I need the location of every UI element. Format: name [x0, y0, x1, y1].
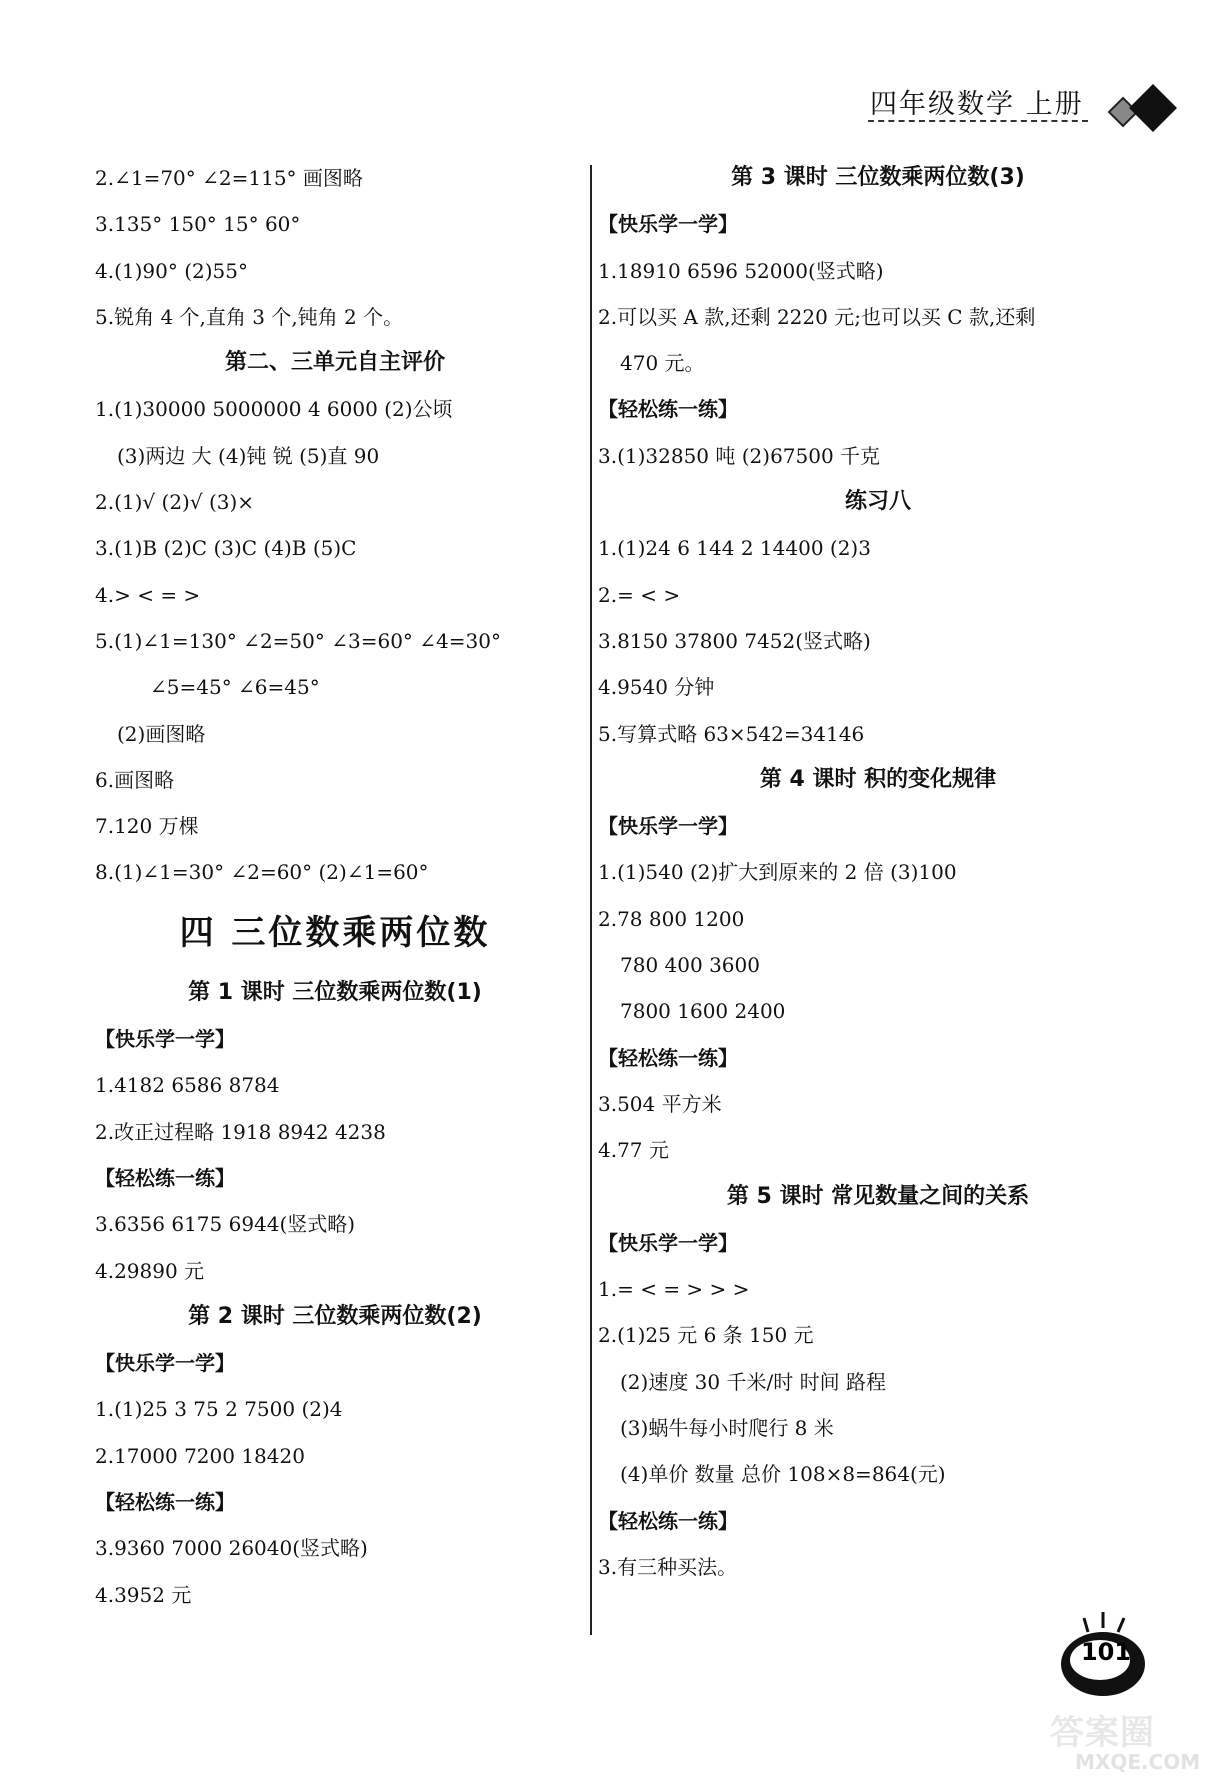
subsection-label: 【轻松练一练】	[95, 1165, 235, 1190]
answer-line: 2.= < >	[598, 582, 681, 607]
answer-line: 470 元。	[620, 351, 705, 376]
section-heading: 第二、三单元自主评价	[224, 350, 445, 376]
answer-line: 780 400 3600	[620, 953, 760, 978]
answer-line: 3.504 平方米	[598, 1091, 722, 1116]
unit-title: 四 三位数乘两位数	[179, 912, 491, 953]
lesson-heading: 第 4 课时 积的变化规律	[759, 766, 997, 792]
column-divider	[590, 165, 592, 1635]
answer-line: 3.135° 150° 15° 60°	[95, 212, 301, 237]
answer-line: 6.画图略	[95, 767, 175, 792]
answer-line: 1.18910 6596 52000(竖式略)	[598, 258, 884, 283]
answer-line: 5.(1)∠1=130° ∠2=50° ∠3=60° ∠4=30°	[95, 628, 501, 653]
subsection-label: 【轻松练一练】	[598, 1508, 738, 1533]
answer-line: 3.(1)32850 吨 (2)67500 千克	[598, 443, 881, 468]
answer-line: 4.(1)90° (2)55°	[95, 258, 248, 283]
section-heading: 练习八	[844, 489, 911, 515]
left-column	[95, 155, 575, 1618]
answer-line: 2.17000 7200 18420	[95, 1443, 305, 1468]
answer-line: 3.6356 6175 6944(竖式略)	[95, 1212, 356, 1237]
answer-line: (2)速度 30 千米/时 时间 路程	[620, 1369, 886, 1394]
answer-line: 3.有三种买法。	[598, 1554, 738, 1579]
right-column	[598, 155, 1158, 1590]
answer-line: 1.(1)540 (2)扩大到原来的 2 倍 (3)100	[598, 860, 957, 885]
answer-line: 4.9540 分钟	[598, 675, 715, 700]
subsection-label: 【快乐学一学】	[598, 212, 738, 237]
answer-line: 2.∠1=70° ∠2=115° 画图略	[95, 166, 363, 190]
watermark-logo: 答案圈	[1050, 1713, 1155, 1753]
answer-line: 5.写算式略 63×542=34146	[598, 721, 865, 746]
answer-line: (4)单价 数量 总价 108×8=864(元)	[620, 1462, 946, 1487]
subsection-label: 【快乐学一学】	[598, 1230, 738, 1255]
subsection-label: 【快乐学一学】	[95, 1351, 235, 1376]
lesson-heading: 第 3 课时 三位数乘两位数(3)	[731, 165, 1025, 190]
header-title: 四年级数学 上册	[870, 89, 1084, 120]
answer-line: 5.锐角 4 个,直角 3 个,钝角 2 个。	[95, 304, 404, 329]
diamond-ornament-icon	[1105, 78, 1185, 138]
answer-line: 2.可以买 A 款,还剩 2220 元;也可以买 C 款,还剩	[598, 304, 1036, 329]
answer-line: 4.29890 元	[95, 1258, 205, 1283]
lesson-heading: 第 5 课时 常见数量之间的关系	[726, 1183, 1030, 1209]
lesson-heading: 第 1 课时 三位数乘两位数(1)	[188, 979, 482, 1005]
subsection-label: 【轻松练一练】	[598, 397, 738, 422]
header-rule	[868, 120, 1088, 122]
answer-line: 7.120 万棵	[95, 814, 199, 839]
answer-line: 3.8150 37800 7452(竖式略)	[598, 628, 871, 653]
answer-line: (3)蜗牛每小时爬行 8 米	[620, 1416, 834, 1441]
answer-line: ∠5=45° ∠6=45°	[150, 675, 320, 700]
answer-line: 1.4182 6586 8784	[95, 1073, 280, 1098]
subsection-label: 【轻松练一练】	[95, 1490, 235, 1515]
page-number: 101	[1080, 1638, 1132, 1666]
watermark-url: MXQE.COM	[1075, 1750, 1201, 1774]
answer-line: (3)两边 大 (4)钝 锐 (5)直 90	[117, 443, 380, 468]
answer-line: 2.78 800 1200	[598, 906, 745, 931]
answer-line: 4.3952 元	[95, 1582, 192, 1607]
answer-line: 4.77 元	[598, 1138, 669, 1163]
answer-line: 8.(1)∠1=30° ∠2=60° (2)∠1=60°	[95, 860, 429, 885]
answer-line: 2.(1)25 元 6 条 150 元	[598, 1323, 814, 1348]
answer-line: 2.改正过程略 1918 8942 4238	[95, 1119, 386, 1144]
answer-line: 3.(1)B (2)C (3)C (4)B (5)C	[95, 536, 357, 561]
answer-line: 2.(1)√ (2)√ (3)×	[95, 490, 255, 515]
subsection-label: 【快乐学一学】	[95, 1027, 235, 1052]
answer-line: 3.9360 7000 26040(竖式略)	[95, 1536, 368, 1561]
lesson-heading: 第 2 课时 三位数乘两位数(2)	[188, 1303, 482, 1329]
subsection-label: 【快乐学一学】	[598, 814, 738, 839]
answer-line: 1.(1)30000 5000000 4 6000 (2)公顷	[95, 397, 453, 422]
answer-line: 7800 1600 2400	[620, 999, 786, 1024]
answer-line: 1.(1)25 3 75 2 7500 (2)4	[95, 1397, 343, 1422]
answer-line: 1.(1)24 6 144 2 14400 (2)3	[598, 536, 871, 561]
answer-line: 1.= < = > > >	[598, 1277, 750, 1302]
answer-line: 4.> < = >	[95, 582, 201, 607]
subsection-label: 【轻松练一练】	[598, 1045, 738, 1070]
answer-line: (2)画图略	[117, 721, 206, 746]
